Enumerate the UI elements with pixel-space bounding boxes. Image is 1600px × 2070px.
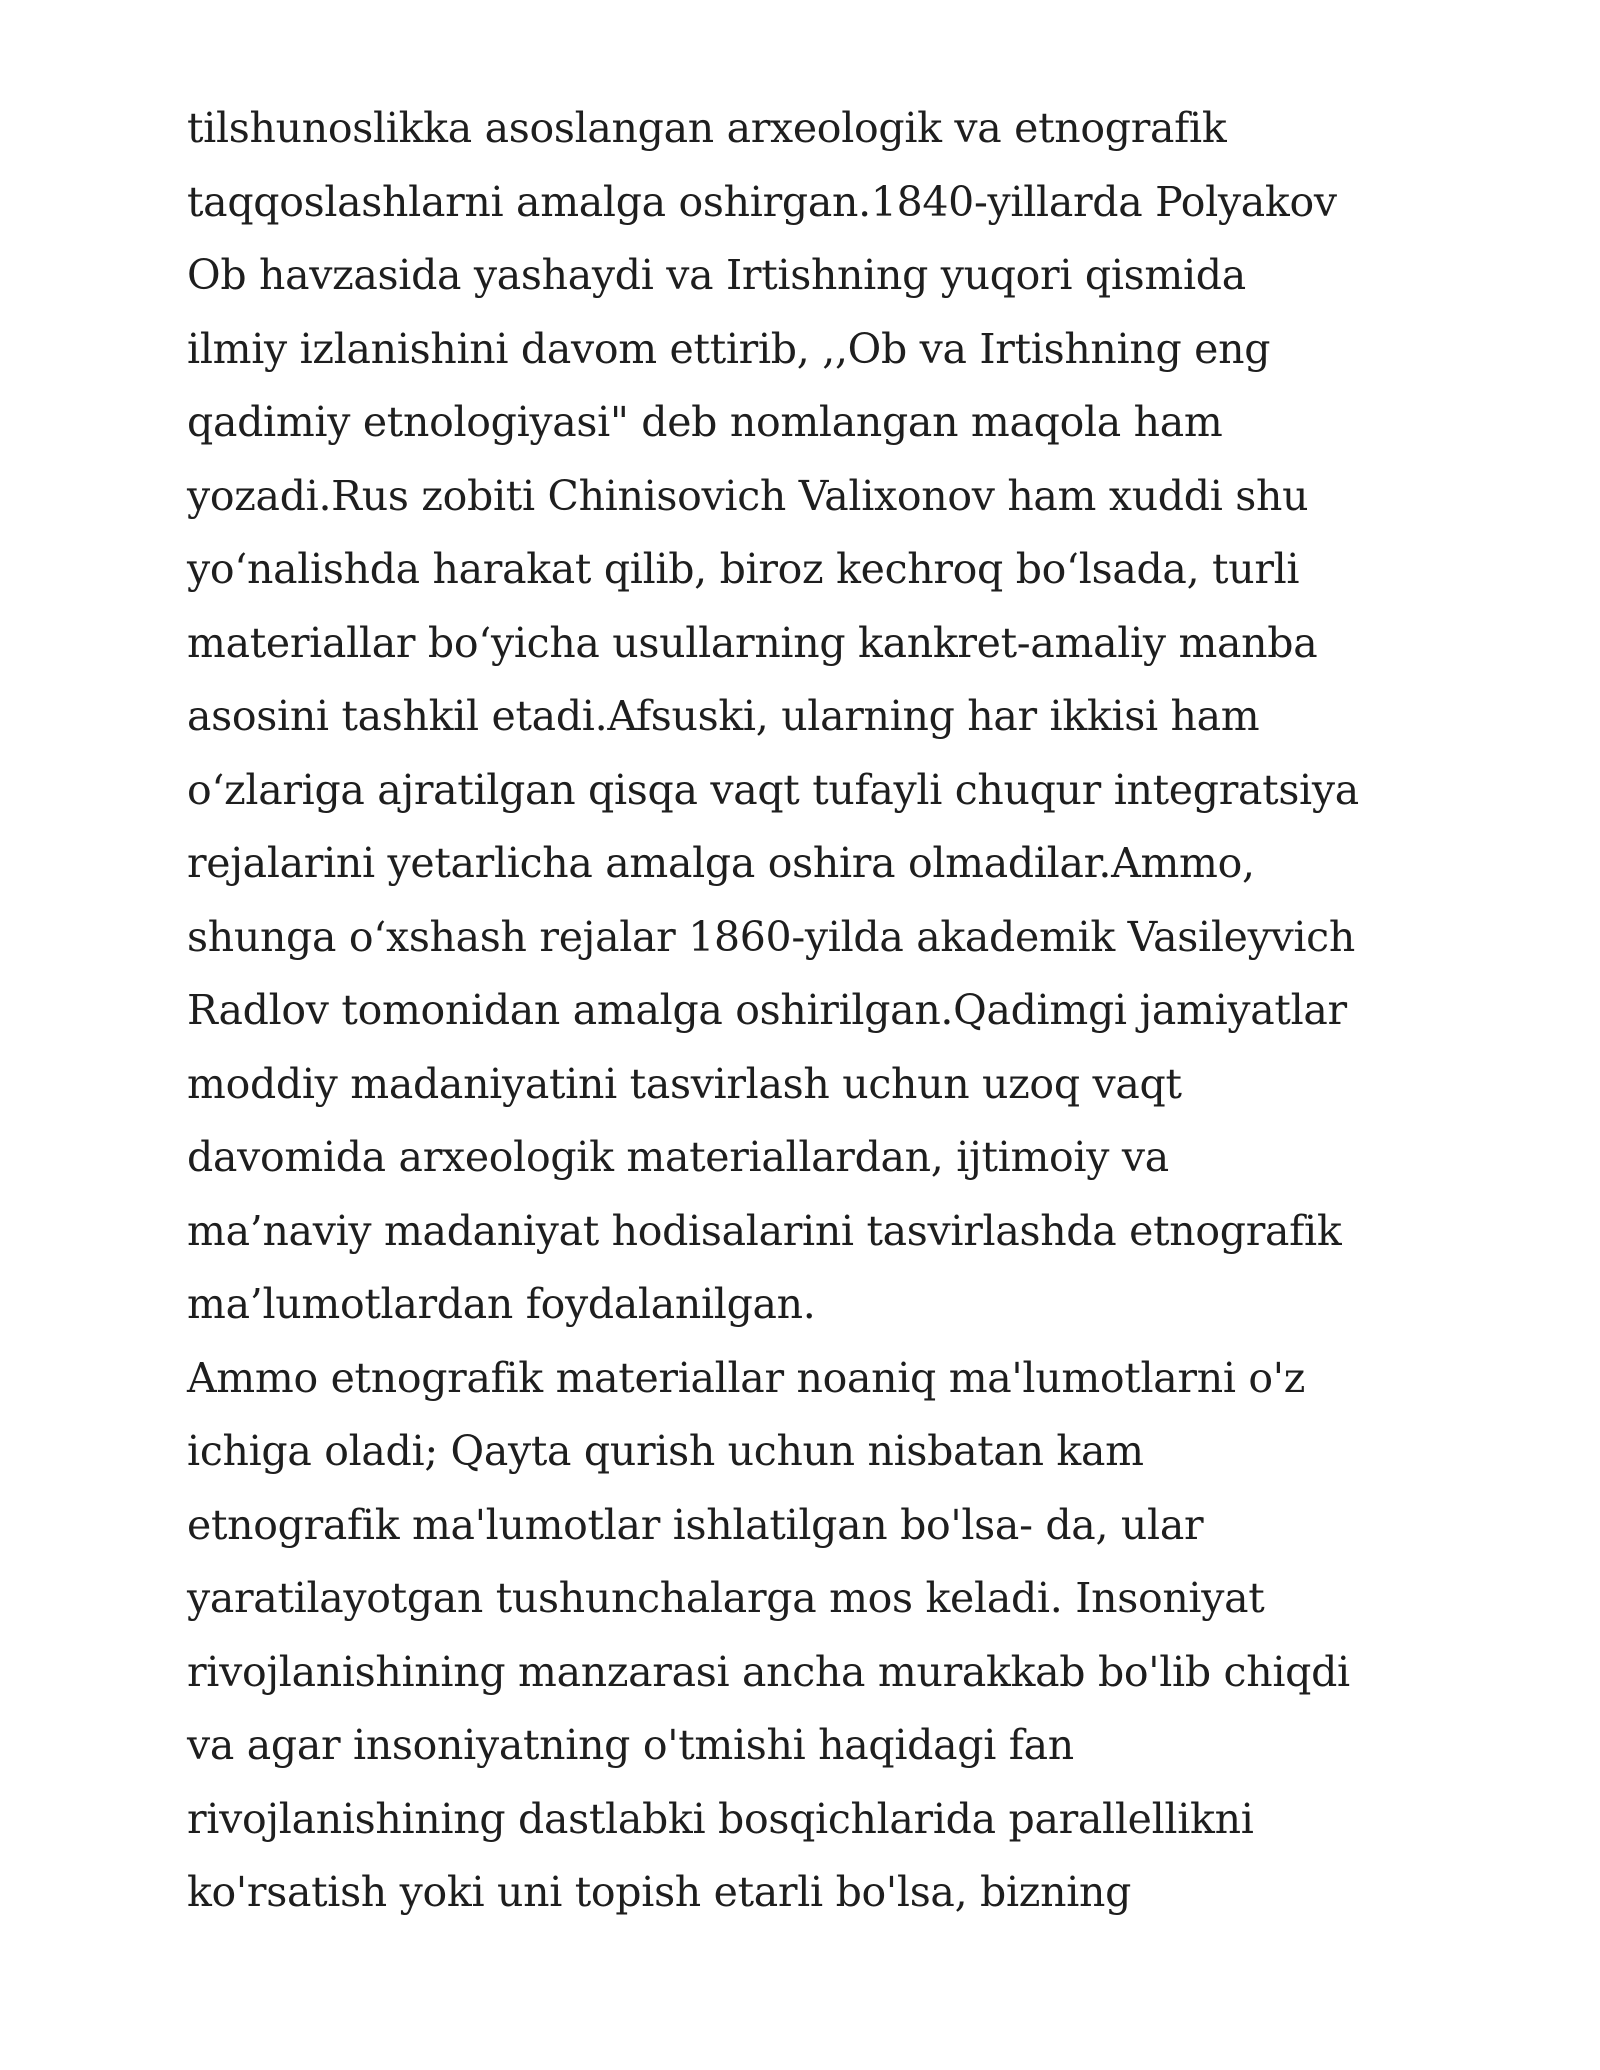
text-line: shunga o‘xshash rejalar 1860-yilda akademik Vasileyvich bbox=[187, 912, 1355, 961]
text-line: yo‘nalishda harakat qilib, biroz kechroq bo‘lsada, turli bbox=[187, 545, 1300, 593]
text-line: davomida arxeologik materiallardan, ijtimoiy va bbox=[187, 1133, 1169, 1181]
text-line: etnografik ma'lumotlar ishlatilgan bo'lsa- da, ular bbox=[187, 1500, 1204, 1549]
paragraph-1 bbox=[187, 92, 1447, 1342]
text-line: ko'rsatish yoki uni topish etarli bo'lsa, bizning bbox=[187, 1868, 1132, 1916]
text-line: rivojlanishining manzarasi ancha murakkab bo'lib chiqdi bbox=[187, 1647, 1350, 1696]
text-line: yozadi.Rus zobiti Chinisovich Valixonov ham xuddi shu bbox=[187, 471, 1309, 520]
text-line: yaratilayotgan tushunchalarga mos keladi. Insoniyat bbox=[187, 1574, 1265, 1622]
text-line: moddiy madaniyatini tasvirlash uchun uzoq vaqt bbox=[187, 1059, 1182, 1108]
text-line: ma’lumotlardan foydalanilgan. bbox=[187, 1280, 816, 1328]
text-line: taqqoslashlarni amalga oshirgan.1840-yillarda Polyakov bbox=[187, 177, 1337, 226]
text-line: ichiga oladi; Qayta qurish uchun nisbatan kam bbox=[187, 1427, 1144, 1475]
text-line: va agar insoniyatning o'tmishi haqidagi fan bbox=[187, 1721, 1074, 1769]
text-line: Ob havzasida yashaydi va Irtishning yuqori qismida bbox=[187, 251, 1246, 299]
text-line: ilmiy izlanishini davom ettirib, ,,Ob va Irtishning eng bbox=[187, 324, 1271, 373]
text-line: tilshunoslikka asoslangan arxeologik va etnografik bbox=[187, 104, 1227, 152]
text-line: qadimiy etnologiyasi" deb nomlangan maqola ham bbox=[187, 398, 1223, 446]
text-line: rivojlanishining dastlabki bosqichlarida parallellikni bbox=[187, 1794, 1254, 1843]
paragraph-2 bbox=[187, 1342, 1447, 1930]
text-line: Ammo etnografik materiallar noaniq ma'lumotlarni o'z bbox=[187, 1353, 1306, 1402]
text-line: o‘zlariga ajratilgan qisqa vaqt tufayli chuqur integratsiya bbox=[187, 765, 1359, 814]
text-line: materiallar bo‘yicha usullarning kankret-amaliy manba bbox=[187, 618, 1318, 667]
text-line: ma’naviy madaniyat hodisalarini tasvirlashda etnografik bbox=[187, 1206, 1342, 1255]
text-line: asosini tashkil etadi.Afsuski, ularning har ikkisi ham bbox=[187, 692, 1260, 740]
text-line: rejalarini yetarlicha amalga oshira olmadilar.Ammo, bbox=[187, 839, 1255, 887]
text-line: Radlov tomonidan amalga oshirilgan.Qadimgi jamiyatlar bbox=[187, 986, 1347, 1034]
body-text bbox=[187, 92, 1447, 1930]
